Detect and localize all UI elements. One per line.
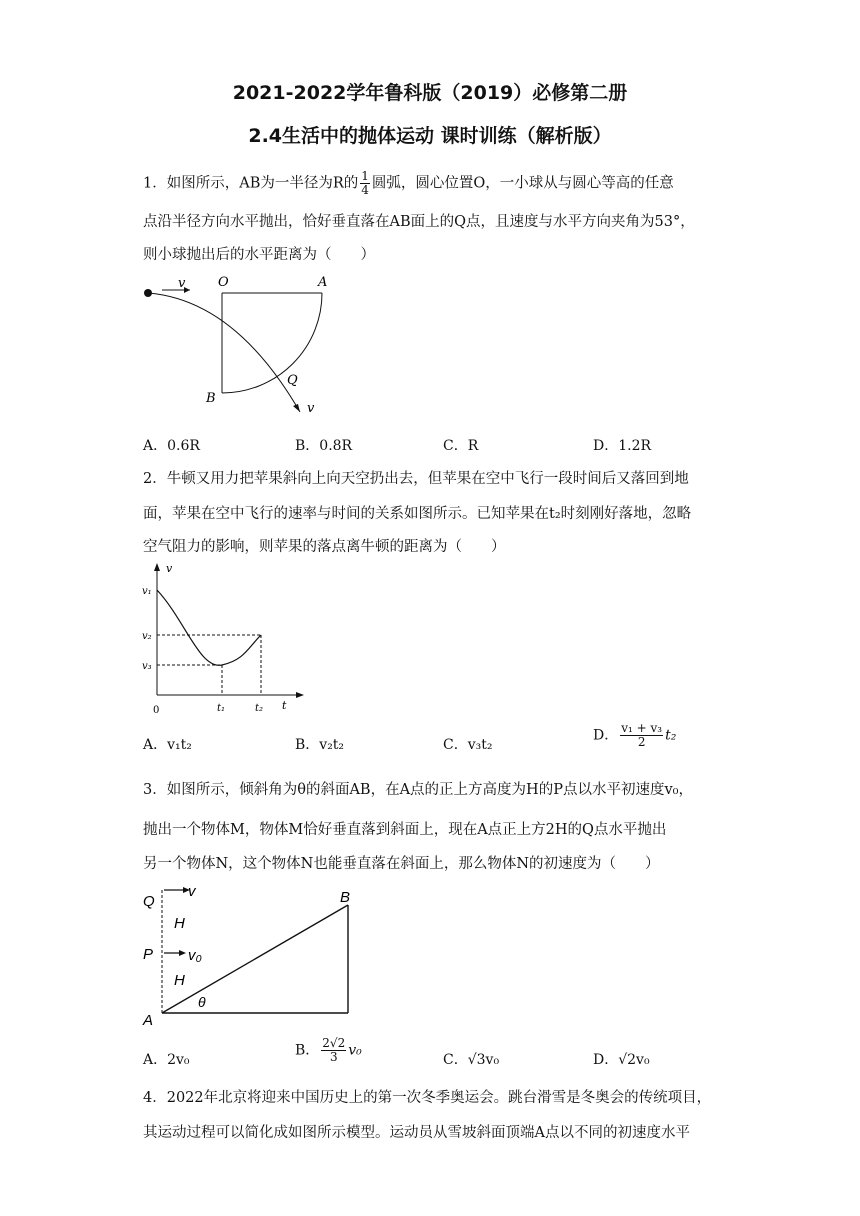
q3-label-H-upper: H bbox=[174, 915, 185, 932]
q2-option-a: A．v₁t₂ bbox=[143, 737, 192, 753]
q2-option-d-den: 2 bbox=[637, 735, 646, 749]
q1-option-d: D．1.2R bbox=[593, 438, 652, 454]
q3-line2: 抛出一个物体M，物体M恰好垂直落到斜面上，现在A点正上方2H的Q点水平抛出 bbox=[143, 822, 667, 838]
q2-line1: 2．牛顿又用力把苹果斜向上向天空扔出去，但苹果在空中飞行一段时间后又落回到地 bbox=[143, 471, 689, 487]
q2-figure bbox=[140, 560, 310, 720]
q2-line3: 空气阻力的影响，则苹果的落点离牛顿的距离为（ ） bbox=[143, 539, 506, 555]
q3-option-a: A．2v₀ bbox=[143, 1052, 190, 1068]
q4-line1: 4．2022年北京将迎来中国历史上的第一次冬季奥运会。跳台滑雪是冬奥会的传统项目， bbox=[143, 1090, 712, 1106]
q2-option-d-suffix: t₂ bbox=[665, 727, 677, 744]
q1-trajectory-arrowhead bbox=[293, 404, 300, 412]
q2-label-v: v bbox=[166, 562, 173, 575]
q1-trajectory bbox=[148, 293, 300, 412]
q1-line3: 则小球抛出后的水平距离为（ ） bbox=[143, 247, 375, 263]
q1-option-b: B．0.8R bbox=[295, 438, 353, 454]
q3-figure bbox=[140, 880, 370, 1030]
q3-label-v: v bbox=[188, 883, 196, 900]
q3-option-b-num: 2√2 bbox=[322, 1036, 346, 1050]
q1-label-Q: Q bbox=[287, 373, 298, 388]
q3-option-b-fraction bbox=[321, 1037, 346, 1064]
q3-option-b-suffix: v₀ bbox=[348, 1042, 362, 1059]
q3-option-d: D．√2v₀ bbox=[593, 1052, 650, 1068]
q2-option-d-fraction bbox=[620, 722, 663, 749]
q2-label-v2: v₂ bbox=[142, 631, 152, 642]
q3-option-b bbox=[295, 1037, 362, 1064]
q2-label-t: t bbox=[282, 699, 287, 712]
q2-line2: 面，苹果在空中飞行的速率与时间的关系如图所示。已知苹果在t₂时刻刚好落地，忽略 bbox=[143, 506, 692, 522]
page-title: 2021-2022学年鲁科版（2019）必修第二册 bbox=[232, 82, 628, 104]
q3-label-P: P bbox=[143, 946, 154, 963]
q3-label-H-lower: H bbox=[174, 972, 185, 989]
page-subtitle: 2.4生活中的抛体运动 课时训练（解析版） bbox=[248, 125, 612, 147]
q1-arc-AB bbox=[222, 293, 322, 393]
q2-label-v1: v₁ bbox=[142, 586, 152, 597]
q3-option-b-prefix: B． bbox=[295, 1042, 320, 1059]
q2-label-origin: 0 bbox=[153, 705, 160, 716]
q1-line1-part-a: 1．如图所示，AB为一半径为R的 bbox=[143, 175, 359, 192]
q3-option-b-den: 3 bbox=[329, 1050, 338, 1064]
q2-label-v3: v₃ bbox=[142, 661, 152, 672]
q2-label-t1: t₁ bbox=[217, 703, 226, 714]
q1-label-v-bottom: v bbox=[307, 401, 315, 416]
q3-v0-arrowhead bbox=[179, 950, 186, 956]
q3-label-A: A bbox=[143, 1012, 154, 1029]
q3-line1: 3．如图所示，倾斜角为θ的斜面AB，在A点的正上方高度为H的P点以水平初速度v₀， bbox=[143, 782, 693, 798]
q3-label-B: B bbox=[340, 889, 351, 906]
q1-frac-den: 4 bbox=[361, 183, 369, 197]
q4-line2: 其运动过程可以简化成如图所示模型。运动员从雪坡斜面顶端A点以不同的初速度水平 bbox=[143, 1125, 690, 1141]
q1-label-A: A bbox=[318, 275, 328, 290]
q1-line2: 点沿半径方向水平抛出，恰好垂直落在AB面上的Q点，且速度与水平方向夹角为53°， bbox=[143, 214, 695, 230]
q1-figure bbox=[140, 270, 340, 420]
q1-label-O: O bbox=[218, 275, 229, 290]
q1-label-v-top: v bbox=[178, 276, 186, 291]
q2-t-axis-arrowhead bbox=[296, 692, 304, 698]
q1-line1-part-b: 圆弧，圆心位置O，一小球从与圆心等高的任意 bbox=[371, 175, 674, 192]
q3-line3: 另一个物体N，这个物体N也能垂直落在斜面上，那么物体N的初速度为（ ） bbox=[143, 856, 660, 872]
q2-option-d-num: v₁ + v₃ bbox=[621, 721, 663, 735]
q3-label-Q: Q bbox=[143, 893, 155, 910]
q2-speed-curve bbox=[157, 590, 261, 665]
q1-label-B: B bbox=[206, 391, 216, 406]
q2-option-b: B．v₂t₂ bbox=[295, 737, 345, 753]
q2-label-t2: t₂ bbox=[255, 703, 264, 714]
q3-option-c: C．√3v₀ bbox=[443, 1052, 500, 1068]
q2-option-c: C．v₃t₂ bbox=[443, 737, 493, 753]
q1-frac-num: 1 bbox=[361, 169, 369, 183]
q1-fraction bbox=[360, 170, 370, 197]
q2-v-axis-arrowhead bbox=[154, 563, 160, 571]
q2-option-d bbox=[593, 722, 676, 749]
q3-label-v0: v₀ bbox=[188, 947, 202, 964]
q3-label-theta: θ bbox=[198, 994, 206, 1010]
q1-line1 bbox=[143, 170, 674, 197]
q1-option-c: C．R bbox=[443, 438, 479, 454]
q2-option-d-prefix: D． bbox=[593, 727, 619, 744]
q1-option-a: A．0.6R bbox=[143, 438, 200, 454]
